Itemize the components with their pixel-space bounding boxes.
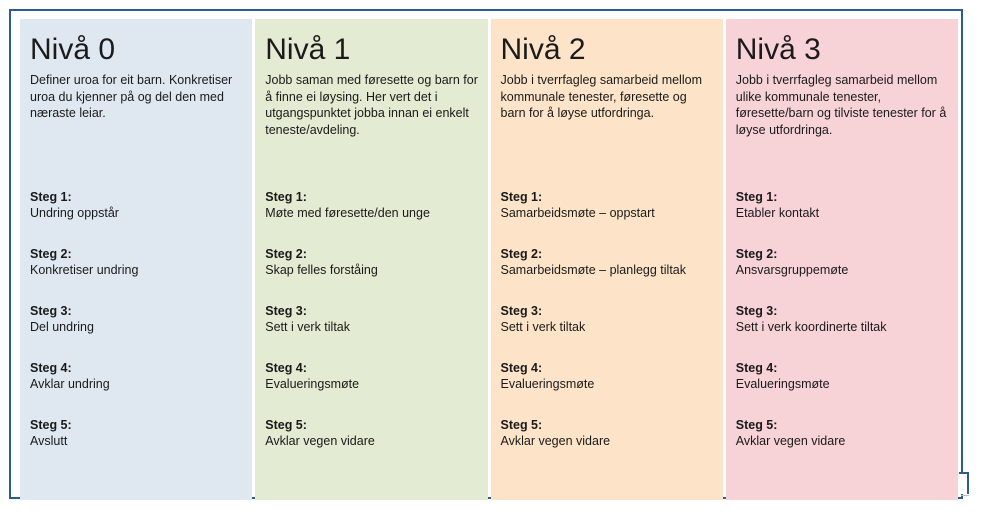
step-label: Steg 3: <box>500 304 543 318</box>
step-text: Sett i verk koordinerte tiltak <box>735 319 887 334</box>
level-0-step-5 <box>30 418 244 449</box>
level-2-description: Jobb i tverrfagleg samarbeid mellom kommunale tenester, føresette og barn for å løyse utfordringa. <box>500 73 702 120</box>
level-2-step-2 <box>501 247 715 278</box>
step-label: Steg 4: <box>30 361 72 375</box>
level-3-step-4 <box>736 361 950 392</box>
step-text: Avklar vegen vidare <box>265 433 375 448</box>
step-label: Steg 1: <box>265 190 307 204</box>
step-label: Steg 5: <box>735 418 778 432</box>
level-2-step-5 <box>501 418 715 449</box>
level-1-step-3 <box>265 304 479 335</box>
step-label: Steg 3: <box>735 304 778 318</box>
level-3-column <box>726 19 958 500</box>
step-text: Samarbeidsmøte – oppstart <box>500 205 655 220</box>
step-text: Avslutt <box>30 433 68 448</box>
level-2-step-1 <box>501 190 715 221</box>
step-text: Evalueringsmøte <box>735 376 830 391</box>
step-text: Evalueringsmøte <box>265 376 360 391</box>
step-label: Steg 5: <box>30 418 72 432</box>
step-label: Steg 5: <box>265 418 307 432</box>
level-0-title: Nivå 0 <box>30 33 116 66</box>
level-0-step-1 <box>30 190 244 221</box>
step-text: Evalueringsmøte <box>500 376 595 391</box>
step-text: Etabler kontakt <box>735 205 820 220</box>
step-text: Sett i verk tiltak <box>500 319 586 334</box>
level-0-column <box>20 19 252 500</box>
level-2-step-4 <box>501 361 715 392</box>
level-0-description: Definer uroa for eit barn. Konkretiser uroa du kjenner på og del den med næraste leiar. <box>30 73 233 120</box>
step-label: Steg 4: <box>500 361 543 375</box>
step-label: Steg 3: <box>265 304 307 318</box>
level-0-step-3 <box>30 304 244 335</box>
step-label: Steg 2: <box>30 247 72 261</box>
levels-diagram-frame <box>9 9 963 499</box>
level-1-step-4 <box>265 361 479 392</box>
step-text: Møte med føresette/den unge <box>265 205 430 220</box>
step-label: Steg 5: <box>500 418 543 432</box>
step-label: Steg 1: <box>735 190 778 204</box>
step-label: Steg 4: <box>265 361 307 375</box>
step-label: Steg 4: <box>735 361 778 375</box>
step-label: Steg 2: <box>735 247 778 261</box>
level-3-step-5 <box>736 418 950 449</box>
frame-corner-bracket <box>959 472 969 494</box>
level-2-step-3 <box>501 304 715 335</box>
level-3-step-3 <box>736 304 950 335</box>
level-1-description: Jobb saman med føresette og barn for å finne ei løysing. Her vert det i utgangspunktet jobba innan ei enkelt teneste/avdeling. <box>265 73 478 137</box>
step-text: Avklar vegen vidare <box>500 433 611 448</box>
step-label: Steg 1: <box>30 190 72 204</box>
levels-columns <box>20 19 958 500</box>
step-label: Steg 3: <box>30 304 72 318</box>
step-label: Steg 1: <box>500 190 543 204</box>
level-3-description: Jobb i tverrfagleg samarbeid mellom ulike kommunale tenester, føresette/barn og tilviste tenester for å løyse utfordringa. <box>735 73 947 137</box>
level-1-title: Nivå 1 <box>265 33 351 66</box>
level-3-title: Nivå 3 <box>735 33 821 66</box>
step-text: Del undring <box>30 319 94 334</box>
level-0-step-2 <box>30 247 244 278</box>
step-text: Undring oppstår <box>30 205 119 220</box>
step-text: Avklar undring <box>30 376 110 391</box>
step-text: Samarbeidsmøte – planlegg tiltak <box>500 262 687 277</box>
step-text: Avklar vegen vidare <box>735 433 846 448</box>
step-text: Sett i verk tiltak <box>265 319 350 334</box>
level-1-column <box>255 19 487 500</box>
step-text: Konkretiser undring <box>30 262 139 277</box>
level-0-step-4 <box>30 361 244 392</box>
level-1-step-1 <box>265 190 479 221</box>
level-2-column <box>491 19 723 500</box>
level-2-title: Nivå 2 <box>500 33 586 66</box>
level-3-step-2 <box>736 247 950 278</box>
frame-corner-mark <box>961 495 969 496</box>
step-label: Steg 2: <box>500 247 543 261</box>
step-text: Skap felles forståing <box>265 262 378 277</box>
step-label: Steg 2: <box>265 247 307 261</box>
level-1-step-2 <box>265 247 479 278</box>
step-text: Ansvarsgruppemøte <box>735 262 849 277</box>
level-3-step-1 <box>736 190 950 221</box>
level-1-step-5 <box>265 418 479 449</box>
